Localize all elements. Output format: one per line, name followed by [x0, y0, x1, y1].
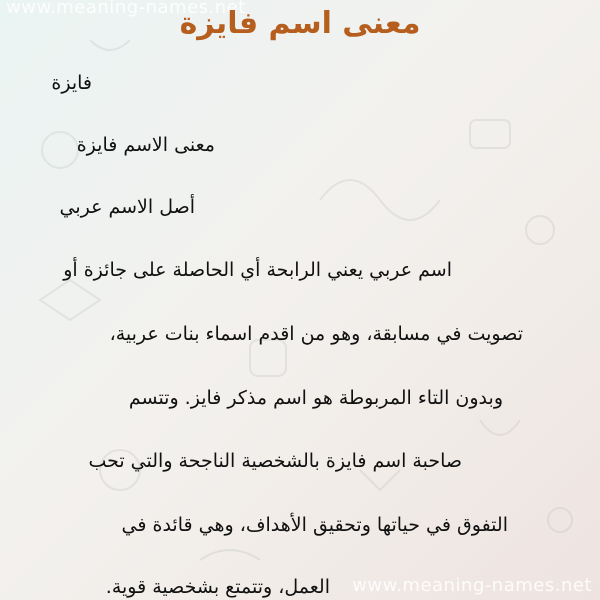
page-title: معنى اسم فايزة: [179, 6, 421, 41]
watermark-bottom: www.meaning-names.net: [352, 575, 592, 596]
text-line: اسم عربي يعني الرابحة أي الحاصلة على جائزة أو: [63, 259, 452, 281]
watermark-top: www.meaning-names.net: [6, 0, 246, 18]
text-line: معنى الاسم فايزة: [76, 134, 215, 156]
text-line: أصل الاسم عربي: [59, 196, 195, 218]
text-line: وبدون التاء المربوطة هو اسم مذكر فايز. وتتسم: [128, 387, 503, 409]
text-line: صاحبة اسم فايزة بالشخصية الناجحة والتي تحب: [88, 450, 462, 472]
text-line: فايزة: [51, 72, 92, 94]
text-line: تصويت في مسابقة، وهو من اقدم اسماء بنات عربية،: [109, 323, 523, 345]
text-line: التفوق في حياتها وتحقيق الأهداف، وهي قائدة في: [121, 514, 508, 536]
text-line: العمل، وتتمتع بشخصية قوية.: [105, 576, 330, 598]
